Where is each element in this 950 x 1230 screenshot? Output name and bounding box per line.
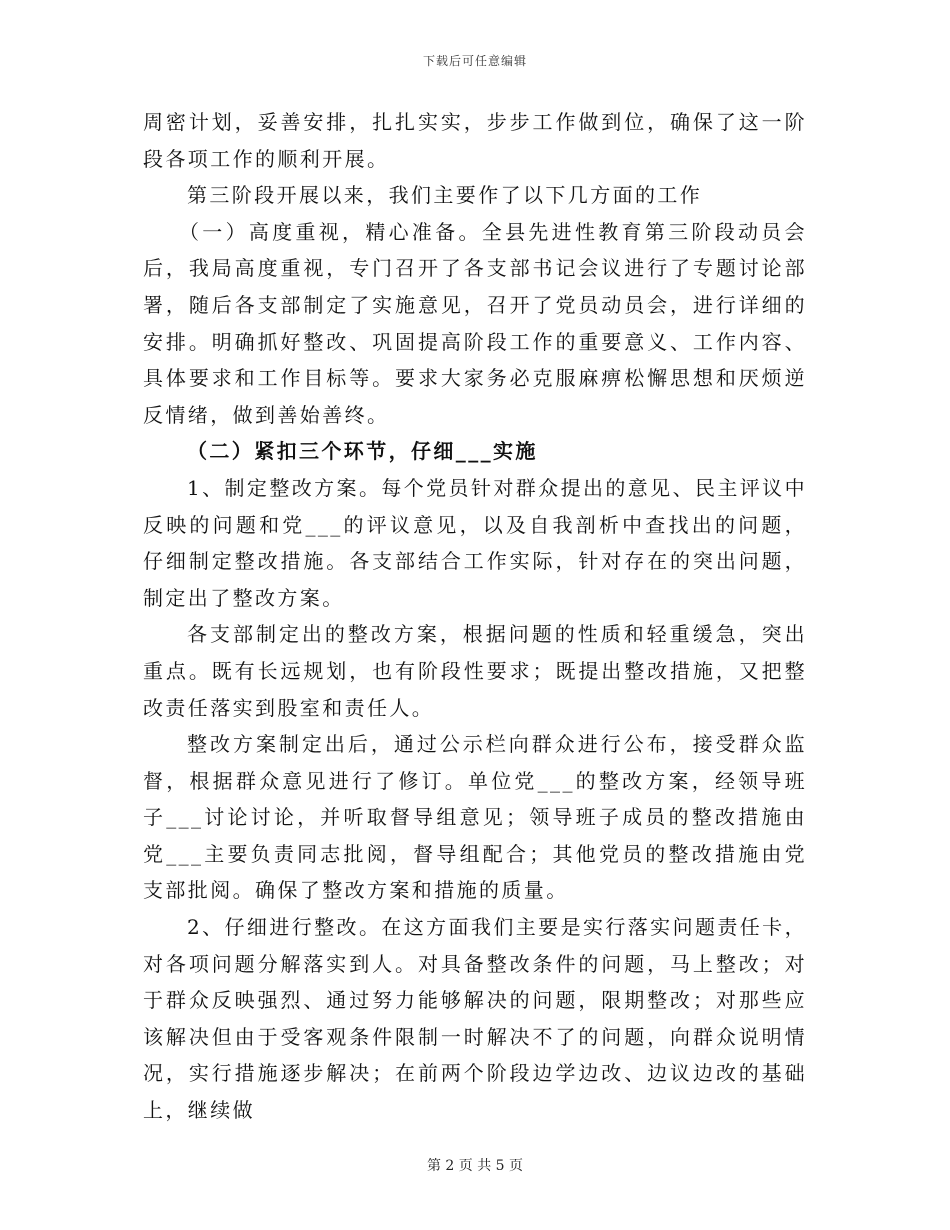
- paragraph-item-2: 2、仔细进行整改。在这方面我们主要是实行落实问题责任卡，对各项问题分解落实到人。对具备整改条件的问题，马上整改；对于群众反映强烈、通过努力能够解决的问题，限期整改；对那些应该解决但由于受客观条件限制一时解决不了的问题，向群众说明情况，实行措施逐步解决；在前两个阶段边学边改、边议边改的基础上，继续做: [143, 915, 807, 1123]
- paragraph-body: 各支部制定出的整改方案，根据问题的性质和轻重缓急，突出重点。既有长远规划，也有阶段性要求；既提出整改措施，又把整改责任落实到股室和责任人。: [143, 622, 807, 720]
- page-footer: 第 2 页 共 5 页: [426, 1158, 524, 1174]
- paragraph-intro: 第三阶段开展以来，我们主要作了以下几方面的工作: [187, 183, 703, 208]
- paragraph-body: 整改方案制定出后，通过公示栏向群众进行公布，接受群众监督，根据群众意见进行了修订。单位党___的整改方案，经领导班子___讨论讨论，并听取督导组意见；领导班子成员的整改措施由党___主要负责同志批阅，督导组配合；其他党员的整改措施由党支部批阅。确保了整改方案和措施的质量。: [143, 732, 807, 903]
- page-header: 下载后可任意编辑: [422, 54, 527, 68]
- section-heading-2: （二）紧扣三个环节，仔细___实施: [187, 439, 538, 464]
- paragraph-continuation: 周密计划，妥善安排，扎扎实实，步步工作做到位，确保了这一阶段各项工作的顺利开展。: [143, 110, 807, 171]
- paragraph-item-1: 1、制定整改方案。每个党员针对群众提出的意见、民主评议中反映的问题和党___的评议意见，以及自我剖析中查找出的问题，仔细制定整改措施。各支部结合工作实际，针对存在的突出问题，制定出了整改方案。: [143, 475, 807, 610]
- document-body: [143, 104, 807, 1129]
- paragraph-section-1: （一）高度重视，精心准备。全县先进性教育第三阶段动员会后，我局高度重视，专门召开了各支部书记会议进行了专题讨论部署，随后各支部制定了实施意见，召开了党员动员会，进行详细的安排。明确抓好整改、巩固提高阶段工作的重要意义、工作内容、具体要求和工作目标等。要求大家务必克服麻痹松懈思想和厌烦逆反情绪，做到善始善终。: [143, 219, 807, 427]
